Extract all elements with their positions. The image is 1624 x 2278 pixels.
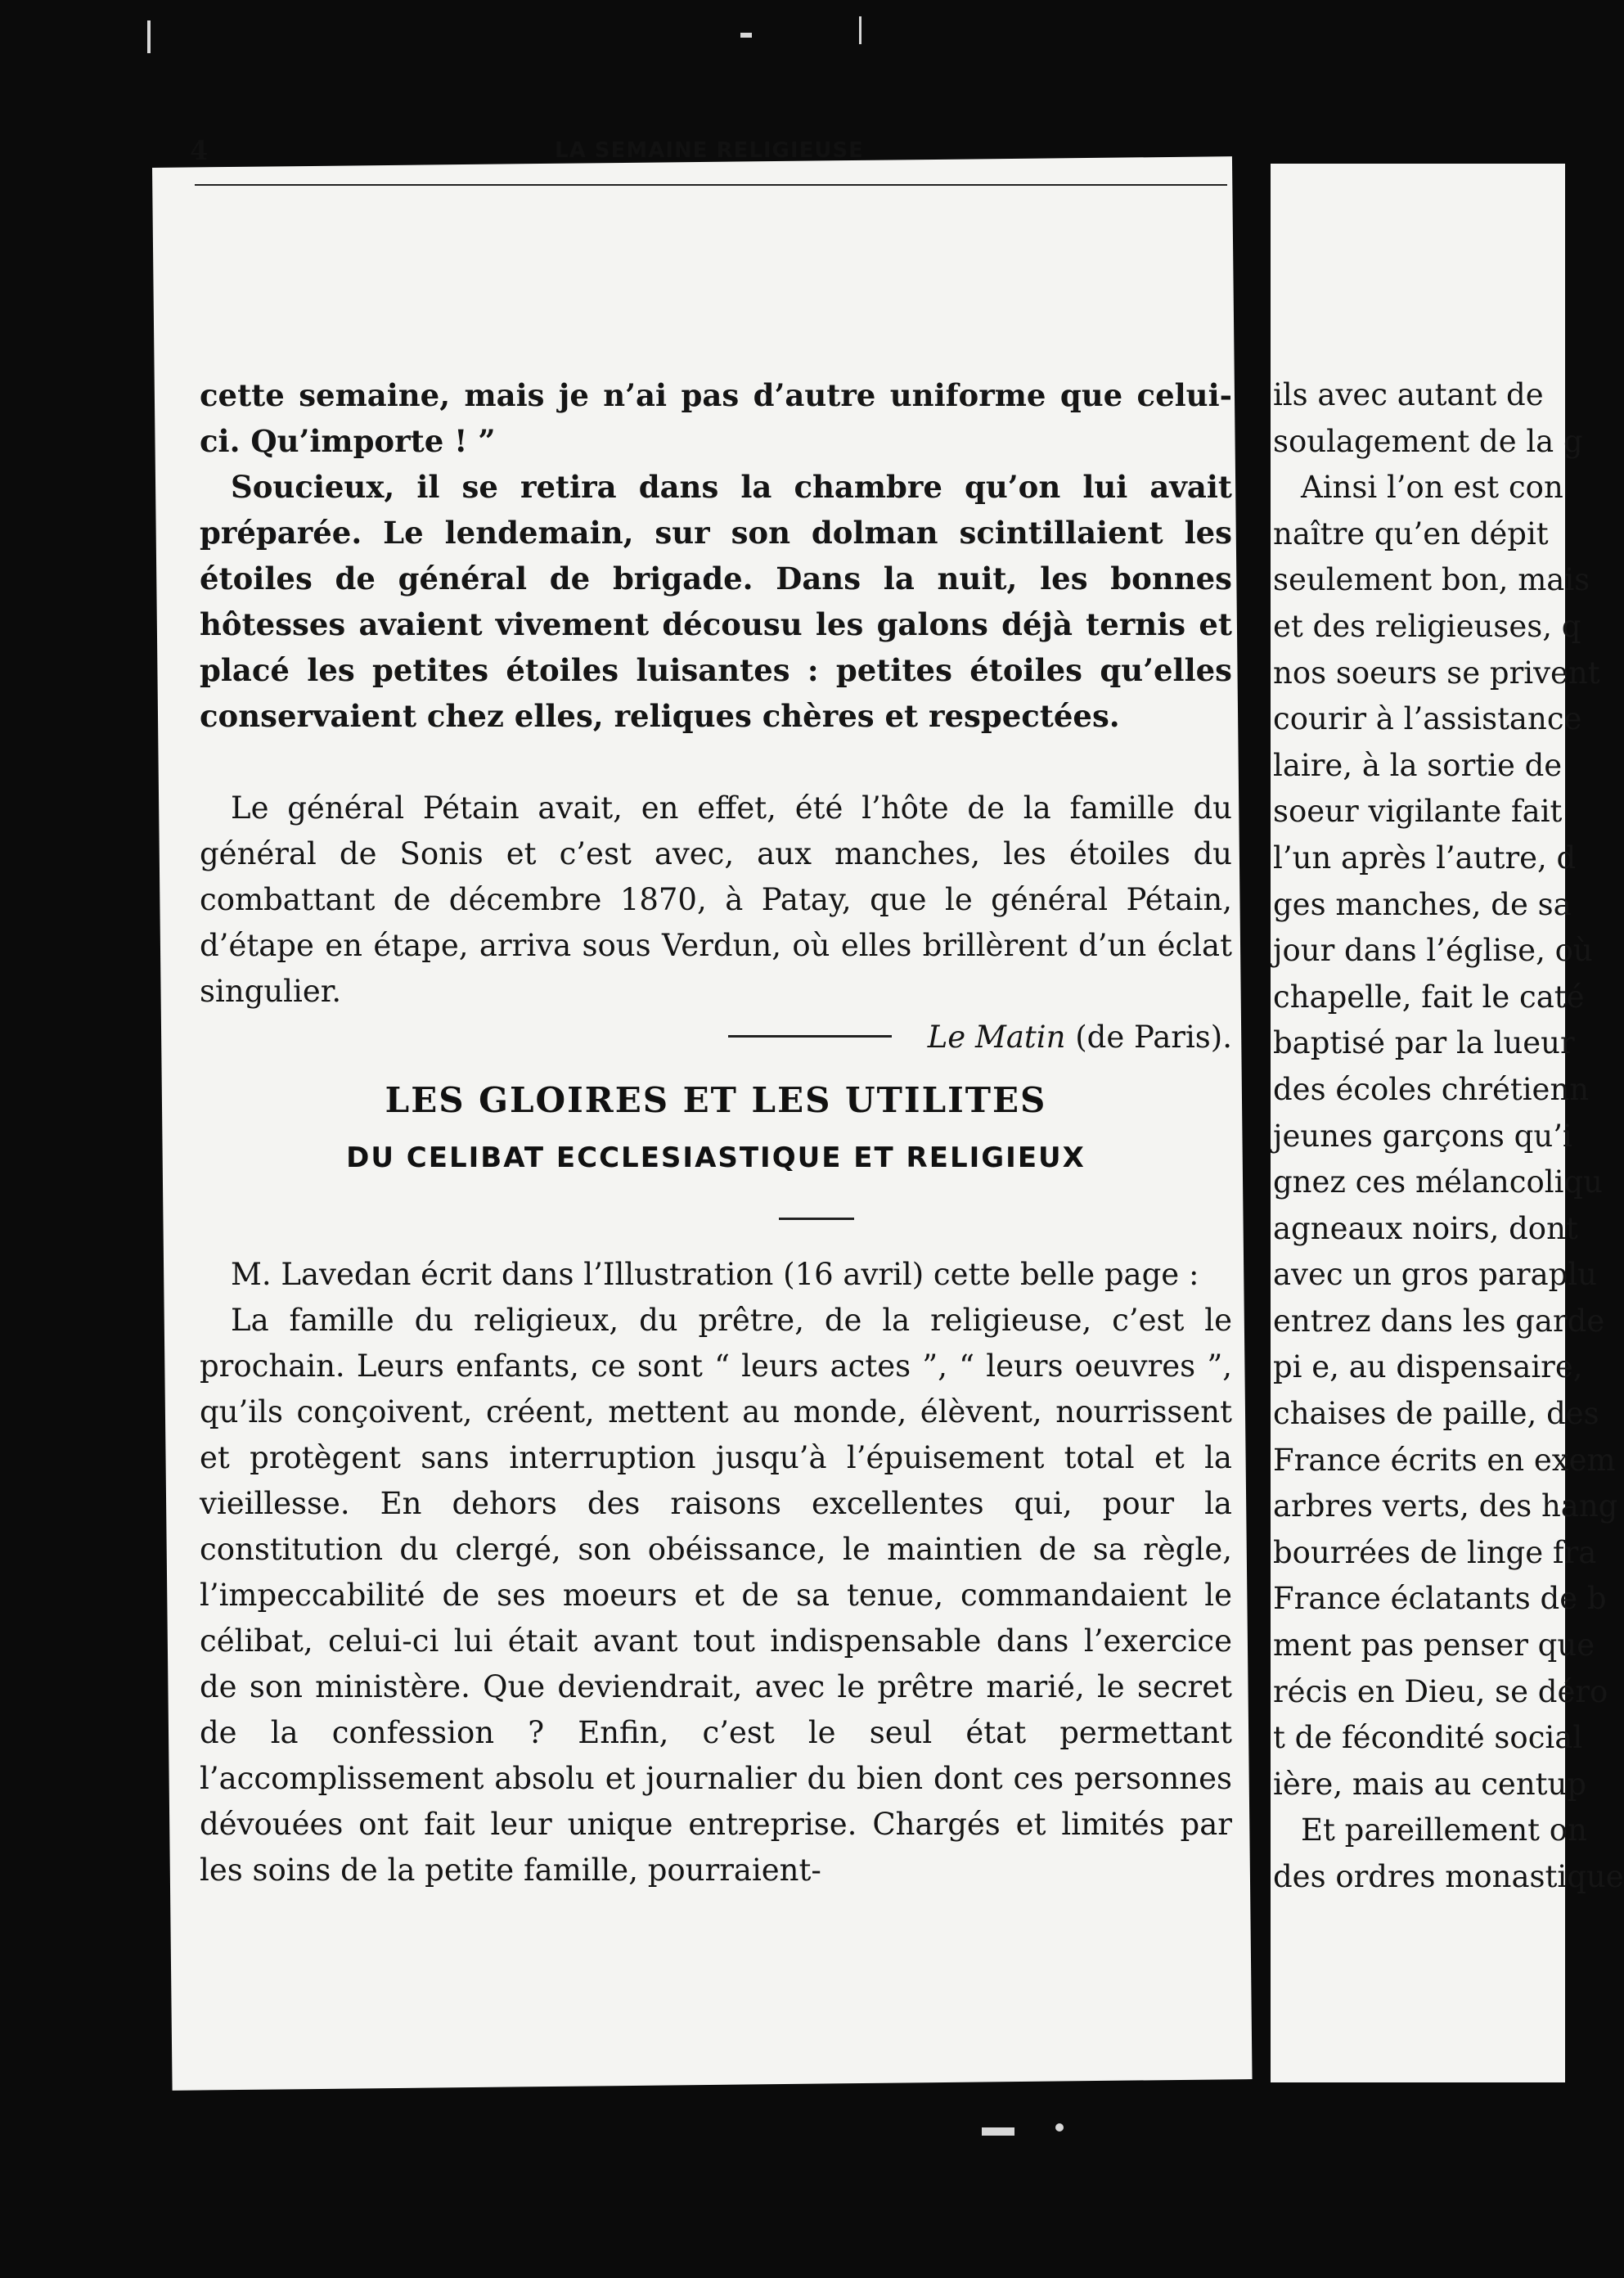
- facing-line: France écrits en exem: [1273, 1442, 1616, 1478]
- facing-line: agneaux noirs, dont: [1273, 1210, 1578, 1246]
- article-title: LES GLOIRES ET LES UTILITES: [385, 1080, 1047, 1120]
- facing-line: baptisé par la lueur: [1273, 1025, 1575, 1061]
- header-rule: [195, 184, 1227, 186]
- journal-title: LA SEMAINE RELIGIEUSE: [555, 138, 864, 163]
- facing-line: et des religieuses, q: [1273, 608, 1581, 644]
- facing-line: Et pareillement on: [1301, 1812, 1587, 1848]
- scan-speck: [1055, 2123, 1064, 2132]
- article-paragraph: La famille du religieux, du prêtre, de la religieuse, c’est le prochain. Leurs enfants, ce sont “ leurs actes ”, “ leurs oeuvres ”, qu’ils conçoivent, créent, mettent au monde, élèvent, nourrissent et protègent sans interruption jusqu’à l’épuisement total et la vieillesse. En dehors des raisons excellentes qui, pour la constitution du clergé, son obéissance, le maintien de sa règle, l’impeccabilité de ses moeurs et de sa tenue, commandaient le célibat, celui-ci lui était avant tout indispensable dans l’exercice de son ministère. Que deviendrait, avec le prêtre marié, le secret de la confession ? Enfin, c’est le seul état permettant l’accomplissement absolu et journalier du bien dont ces personnes dévouées ont fait leur unique entreprise. Chargés et limités par les soins de la petite famille, pourraient-: [200, 1303, 1232, 1888]
- scan-speck: [982, 2127, 1014, 2136]
- facing-line: des ordres monastique: [1273, 1859, 1624, 1894]
- facing-line: jour dans l’église, où: [1273, 933, 1593, 969]
- facing-line: nos soeurs se privent: [1273, 655, 1600, 691]
- facing-line: ière, mais au centup: [1273, 1766, 1587, 1802]
- scan-speck: [740, 33, 752, 38]
- facing-line: bourrées de linge fra: [1273, 1534, 1597, 1570]
- facing-line: récis en Dieu, se déro: [1273, 1673, 1608, 1709]
- signature: [200, 1015, 1232, 1060]
- running-head: [190, 135, 1229, 168]
- facing-page-text: [1273, 372, 1624, 1901]
- facing-line: naître qu’en dépit: [1273, 515, 1549, 551]
- facing-line: entrez dans les garde: [1273, 1303, 1605, 1339]
- article-body: [200, 1252, 1232, 1893]
- facing-line: avec un gros paraplu: [1273, 1257, 1597, 1293]
- intro-paragraph: Soucieux, il se retira dans la chambre qu’on lui avait préparée. Le lendemain, sur son dolman scintillaient les étoiles de général de brigade. Dans la nuit, les bonnes hôtesses avaient vivement décousu les galons déjà ternis et placé les petites étoiles luisantes : petites étoiles qu’elles conservaient chez elles, reliques chères et respectées.: [200, 469, 1232, 734]
- facing-line: pi e, au dispensaire,: [1273, 1349, 1583, 1385]
- intro-paragraph: cette semaine, mais je n’ai pas d’autre uniforme que celui-ci. Qu’importe ! ”: [200, 377, 1232, 459]
- signature-source: Le Matin: [927, 1020, 1066, 1055]
- facing-line: ges manches, de sa: [1273, 886, 1572, 922]
- facing-line: l’un après l’autre, d: [1273, 840, 1577, 876]
- facing-line: France éclatants de b: [1273, 1581, 1607, 1617]
- facing-line: des écoles chrétienn: [1273, 1071, 1590, 1107]
- facing-line: arbres verts, des hang: [1273, 1488, 1618, 1524]
- page-number: 4: [190, 135, 209, 166]
- title-rule: [779, 1218, 854, 1220]
- facing-line: ils avec autant de: [1273, 377, 1544, 412]
- intro-text-2: [200, 786, 1232, 1060]
- facing-line: courir à l’assistance: [1273, 701, 1582, 737]
- facing-line: soulagement de la g: [1273, 423, 1583, 459]
- facing-line: t de fécondité social: [1273, 1720, 1583, 1756]
- article-subtitle: DU CELIBAT ECCLESIASTIQUE ET RELIGIEUX: [346, 1141, 1086, 1174]
- facing-line: chaises de paille, des: [1273, 1396, 1599, 1432]
- scan-speck: [859, 16, 861, 44]
- signature-place: (de Paris).: [1075, 1020, 1232, 1055]
- facing-line: chapelle, fait le caté: [1273, 979, 1585, 1015]
- intro-paragraph: Le général Pétain avait, en effet, été l’hôte de la famille du général de Sonis et c’est avec, aux manches, les étoiles du combattant de décembre 1870, à Patay, que le général Pétain, d’étape en étape, arriva sous Verdun, où elles brillèrent d’un éclat singulier.: [200, 790, 1232, 1009]
- facing-line: Ainsi l’on est con: [1301, 470, 1563, 506]
- facing-line: laire, à la sortie de: [1273, 747, 1563, 783]
- section-rule: [728, 1035, 892, 1038]
- scan-speck: [147, 20, 151, 53]
- intro-text: [200, 372, 1232, 739]
- facing-line: gnez ces mélancoliqu: [1273, 1164, 1603, 1200]
- facing-line: seulement bon, mais: [1273, 562, 1590, 598]
- facing-line: ment pas penser que: [1273, 1627, 1595, 1663]
- facing-line: soeur vigilante fait: [1273, 794, 1563, 830]
- article-paragraph: M. Lavedan écrit dans l’Illustration (16 avril) cette belle page :: [231, 1257, 1199, 1292]
- facing-line: jeunes garçons qu’i: [1273, 1118, 1572, 1154]
